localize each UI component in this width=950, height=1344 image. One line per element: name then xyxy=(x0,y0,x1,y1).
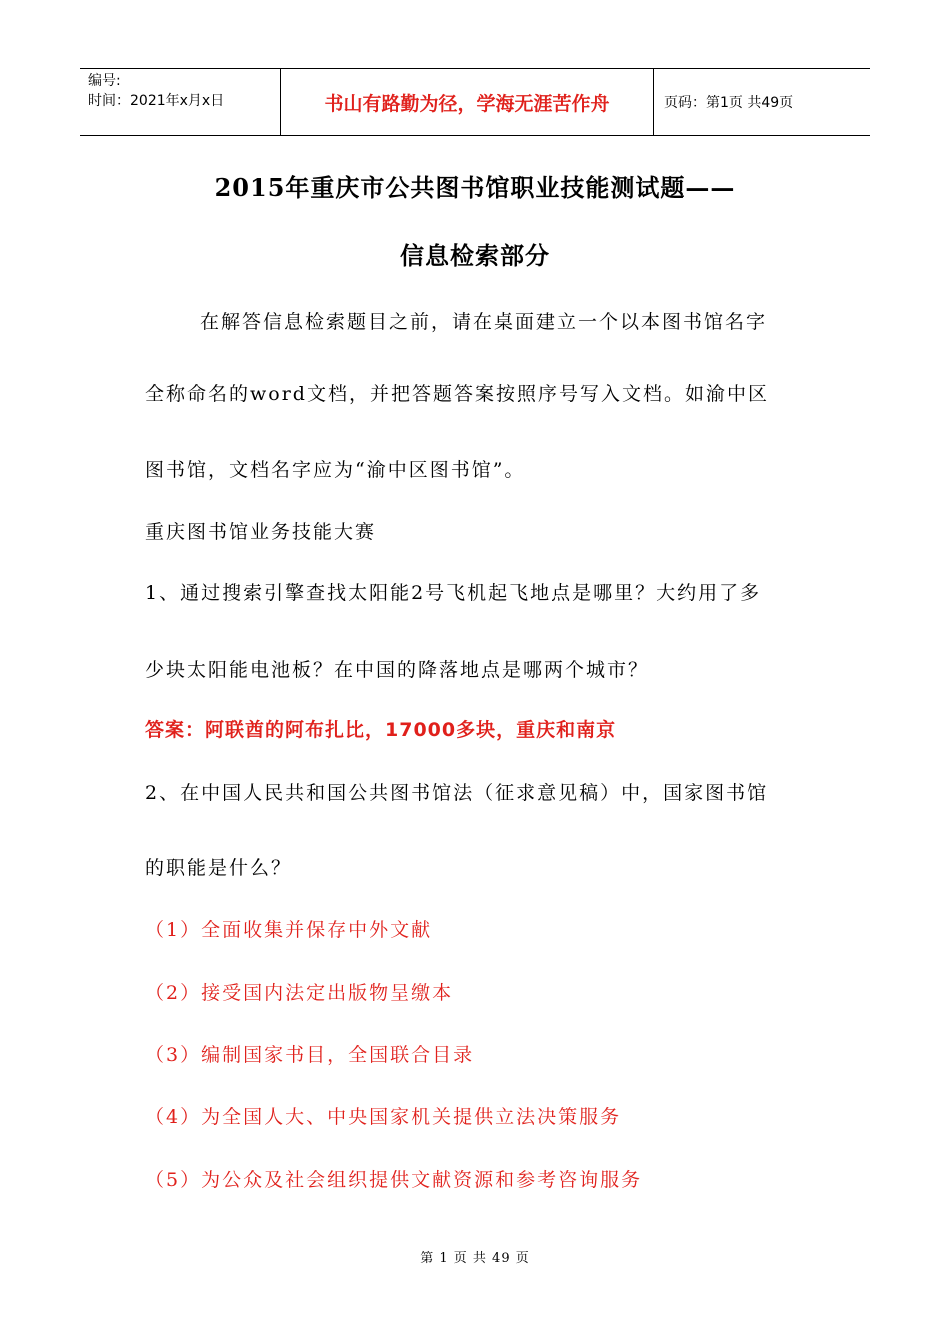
section-heading: 重庆图书馆业务技能大赛 xyxy=(145,521,377,543)
document-title-line-1: 2015年重庆市公共图书馆职业技能测试题—— xyxy=(214,173,736,202)
intro-line-3: 图书馆，文档名字应为“渝中区图书馆”。 xyxy=(145,459,526,481)
page-header xyxy=(80,68,870,136)
header-page-info xyxy=(654,69,870,135)
answer-2-item: （3）编制国家书目，全国联合目录 xyxy=(145,1044,475,1066)
question-2-line-1: 2、在中国人民共和国公共图书馆法（征求意见稿）中，国家图书馆 xyxy=(145,782,769,804)
document-title-line-2: 信息检索部分 xyxy=(400,241,550,270)
answer-2-item: （1）全面收集并保存中外文献 xyxy=(145,919,433,941)
question-2-line-2: 的职能是什么？ xyxy=(145,857,293,879)
intro-line-1: 在解答信息检索题目之前，请在桌面建立一个以本图书馆名字 xyxy=(200,311,768,333)
intro-line-2: 全称命名的word文档，并把答题答案按照序号写入文档。如渝中区 xyxy=(145,383,769,405)
answer-2-item: （2）接受国内法定出版物呈缴本 xyxy=(145,982,454,1004)
page-info-text: 页码：第1页 共49页 xyxy=(664,95,794,111)
header-motto xyxy=(280,69,654,135)
answer-1: 答案：阿联酋的阿布扎比，17000多块，重庆和南京 xyxy=(145,719,617,741)
page-footer: 第 1 页 共 49 页 xyxy=(420,1251,530,1266)
question-1-line-1: 1、通过搜索引擎查找太阳能2号飞机起飞地点是哪里？大约用了多 xyxy=(145,582,762,604)
question-1-line-2: 少块太阳能电池板？在中国的降落地点是哪两个城市？ xyxy=(145,659,650,681)
date-label: 时间：2021年x月x日 xyxy=(88,93,225,109)
number-label: 编号: xyxy=(88,73,121,89)
answer-2-item: （5）为公众及社会组织提供文献资源和参考咨询服务 xyxy=(145,1169,643,1191)
header-meta xyxy=(80,69,280,135)
answer-2-item: （4）为全国人大、中央国家机关提供立法决策服务 xyxy=(145,1106,622,1128)
motto-text: 书山有路勤为径，学海无涯苦作舟 xyxy=(324,92,610,115)
